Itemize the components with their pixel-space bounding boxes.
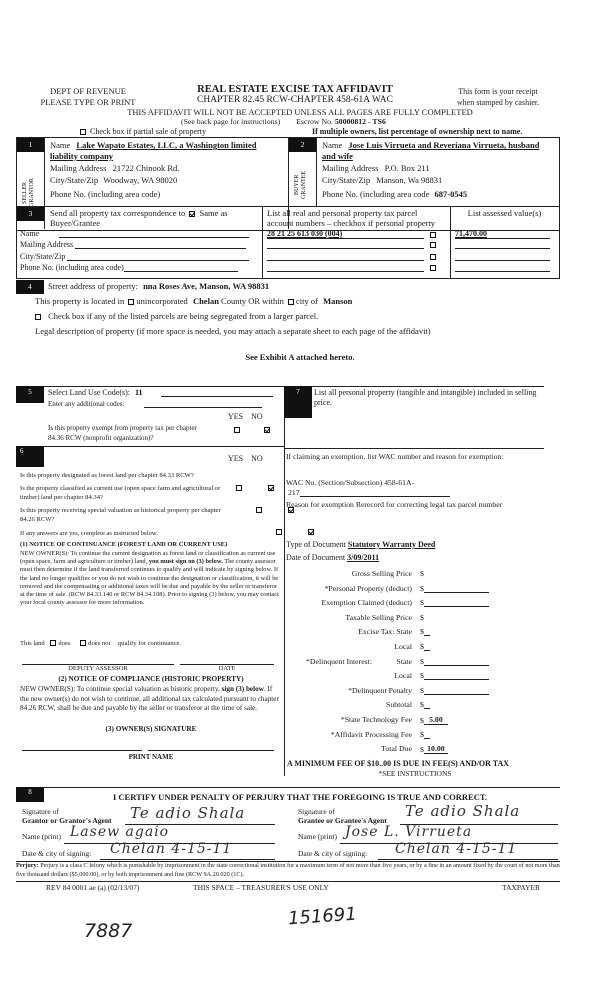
currency-symbol: $ <box>420 569 424 578</box>
forest-question: Is this property designated as forest land per chapter 84.33 RCW? <box>20 472 194 479</box>
owner-signature-line-2[interactable] <box>148 750 274 751</box>
section-7-top-border <box>284 386 544 387</box>
receipt-line1: This form is your receipt <box>458 87 538 96</box>
personal-property-checkbox[interactable] <box>430 265 436 271</box>
escrow-number: 50000812 - TS6 <box>334 117 386 126</box>
grantor-sig-label-1: Signature of <box>22 807 59 816</box>
doc-type-row <box>286 540 435 549</box>
currency-symbol: $ <box>420 598 424 608</box>
buyer-name-value-cont[interactable]: and wife <box>322 151 353 161</box>
fee-value <box>420 569 424 578</box>
seller-name-value[interactable]: Lake Wapato Estates, LLC, a Washington limited <box>76 140 257 150</box>
question-yes-checkbox[interactable] <box>256 507 262 513</box>
parcel-number-field[interactable]: 28 21 25 613 030 (004) <box>267 229 424 239</box>
fee-label: *State Technology Fee <box>340 715 412 724</box>
section-6-badge: 6 <box>16 446 44 467</box>
mail-city-label: City/State/Zip <box>20 252 66 261</box>
deputy-assessor-label: DEPUTY ASSESSOR <box>68 665 128 672</box>
additional-codes-row <box>48 400 262 408</box>
escrow-row <box>181 117 386 126</box>
compliance-body-bold: sign (3) below <box>221 685 264 693</box>
header-title-block <box>170 84 420 106</box>
mail-address-row <box>20 240 246 249</box>
reason-label: Reason for exemption <box>286 500 354 509</box>
grantee-name-label: Name (print) <box>298 832 337 841</box>
street-address-row <box>48 281 269 291</box>
please-type-label: PLEASE TYPE OR PRINT <box>40 97 136 107</box>
fee-prefix-label: *Delinquent Interest: <box>306 656 373 666</box>
fee-value <box>420 744 448 754</box>
parcel-header-line2: account numbers – checkbox if personal property <box>267 218 436 228</box>
seller-grantor-label: SELLER GRANTOR <box>22 178 35 208</box>
section-2-side-divider <box>316 138 317 206</box>
parcel-row <box>267 252 438 261</box>
parcel-header-line1: List all real and personal property tax parcel <box>267 208 418 218</box>
notice-body-bold: you must sign on (3) below. <box>148 558 223 566</box>
question-no-checkbox[interactable] <box>308 529 314 535</box>
escrow-label: Escrow No. <box>296 117 333 126</box>
segregated-label: Check box if any of the listed parcels are being segregated from a larger parcel. <box>48 311 319 321</box>
mail-city-field[interactable] <box>67 260 249 261</box>
grantee-sig-label-2: Grantee or Grantee's Agent <box>298 816 387 825</box>
street-address-value[interactable]: nna Roses Ave, Manson, WA 98831 <box>143 281 270 291</box>
fee-value <box>420 657 489 666</box>
fee-amount-field[interactable]: 10.00 <box>424 744 448 754</box>
assessed-value-field[interactable] <box>455 271 550 272</box>
section-3-divider-a <box>262 206 263 278</box>
buyer-name-value[interactable]: Jose Luis Virrueta and Reveriana Virrueta, husband <box>348 140 540 150</box>
currency-symbol: $ <box>420 685 424 695</box>
assessed-value-row <box>455 252 550 261</box>
buyer-city-label: City/State/Zip <box>322 175 371 185</box>
buyer-grantee-text: Buyer/Grantee <box>50 218 101 228</box>
wac-field-line[interactable] <box>300 496 450 497</box>
grantor-printed-name[interactable]: Lasew agaio <box>70 824 170 840</box>
seller-city-value[interactable]: Woodway, WA 98020 <box>103 175 178 185</box>
assessed-value-row <box>455 263 550 272</box>
personal-property-label: List all personal property (tangible and intangible) included in selling price. <box>314 388 537 407</box>
fee-amount-field[interactable] <box>424 665 489 666</box>
footer-top-border <box>16 881 560 882</box>
currency-symbol: $ <box>420 729 424 739</box>
county-value[interactable]: Chelan <box>192 296 219 306</box>
currency-symbol: $ <box>420 627 424 637</box>
print-name-label: PRINT NAME <box>128 753 174 761</box>
receipt-note <box>438 86 558 108</box>
perjury-text: Perjury is a class C felony which is punishable by imprisonment in the state correctional institution for a maximum term of not more than five years, or by a fine in an amount fixed by the court of not more than five thousand dollars ($5,000.00), or by both imprisonment and fine (RCW 9A.20.020 (1C). <box>16 862 560 878</box>
exempt-yes-checkbox[interactable] <box>234 427 240 433</box>
this-land-label: This land <box>20 640 45 647</box>
fee-value <box>420 671 489 680</box>
fee-label: Subtotal <box>386 700 412 710</box>
grantee-date-label: Date & city of signing: <box>298 849 368 858</box>
segregated-checkbox[interactable] <box>35 314 41 320</box>
legal-description-label: Legal description of property (if more space is needed, you may attach a separate sheet to each page of the affidavit) <box>35 326 431 336</box>
fee-label: Exemption Claimed (deduct) <box>321 598 412 608</box>
no-header: NO <box>251 412 263 421</box>
seller-city-label: City/State/Zip <box>50 175 99 185</box>
does-not-qualify-checkbox[interactable] <box>80 640 86 646</box>
buyer-city-value[interactable]: Manson, Wa 98831 <box>376 175 443 185</box>
seller-name-label: Name <box>50 140 71 150</box>
wac-label: WAC No. (Section/Subsection) 458-61A- <box>286 478 415 487</box>
section-3-divider-b <box>450 206 451 278</box>
additional-codes-field[interactable] <box>144 407 262 408</box>
mail-phone-label: Phone No. (including area code) <box>20 263 124 272</box>
sec6-yes-no-header <box>228 454 263 463</box>
fee-amount-field[interactable] <box>424 679 489 680</box>
seller-mailing-value[interactable]: 21722 Chinook Rd. <box>112 163 180 173</box>
city-checkbox[interactable] <box>288 299 294 305</box>
same-as-label: Same as <box>199 208 228 218</box>
fee-value <box>420 730 430 739</box>
grantee-sig-label-1: Signature of <box>298 807 335 816</box>
notice-body-a: NEW OWNER(S): To continue the current designation as forest land or classification as current use (open space, farm and agriculture or timber) land, <box>20 550 276 566</box>
parcel-row <box>267 263 438 272</box>
handwritten-number-1: 7887 <box>84 920 133 942</box>
buyer-mailing-row <box>322 163 430 173</box>
fee-amount-field[interactable] <box>424 738 430 739</box>
mail-name-field[interactable] <box>59 237 249 238</box>
fee-amount-field[interactable] <box>424 694 489 695</box>
fee-label: *Personal Property (deduct) <box>324 583 412 593</box>
fee-value <box>420 627 430 636</box>
segregated-row <box>33 311 318 321</box>
mail-address-field[interactable] <box>75 248 246 249</box>
assessed-header: List assessed value(s) <box>467 208 542 218</box>
fee-value <box>420 686 489 695</box>
form-revision: REV 84 0001 ae (a) (02/13/07) <box>46 883 140 892</box>
mail-phone-field[interactable] <box>124 271 238 272</box>
fee-label: Total Due <box>381 744 412 754</box>
grantor-signature[interactable]: Te adio Shala <box>130 804 246 822</box>
exemption-intro: If claiming an exemption, list WAC number and reason for exemption: <box>286 452 504 461</box>
parcel-header <box>267 208 450 228</box>
buyer-city-row <box>322 175 442 185</box>
grantor-sig-label-2: Grantor or Grantor's Agent <box>22 816 112 825</box>
currency-symbol: $ <box>420 671 424 681</box>
fee-amount-field[interactable] <box>424 708 430 709</box>
fee-label: Local <box>394 671 412 681</box>
section-7-badge: 7 <box>284 386 312 418</box>
multiple-owners-note: If multiple owners, list percentage of ownership next to name. <box>312 127 523 136</box>
wac-value-row <box>288 488 450 497</box>
reason-row <box>286 500 502 509</box>
grantee-date-city[interactable]: Chelan 4-15-11 <box>395 841 518 857</box>
grantor-signature-label <box>22 807 112 825</box>
taxpayer-copy-label: TAXPAYER <box>502 883 541 892</box>
forest-question: Is this property receiving special valuation as historical property per chapter 84.26 RCW? <box>20 507 221 523</box>
fee-label: *Delinquent Penalty <box>348 685 412 695</box>
partial-sale-checkbox[interactable] <box>80 129 86 135</box>
does-not-label: does not <box>88 640 111 647</box>
see-back-note: (See back page for instructions) <box>181 117 281 126</box>
fee-value <box>420 584 489 593</box>
section-6-top-border <box>16 446 284 447</box>
mail-name-row <box>20 229 249 238</box>
doc-date-row <box>286 553 379 562</box>
fee-value <box>420 715 448 725</box>
form-chapter: CHAPTER 82.45 RCW-CHAPTER 458-61A WAC <box>197 95 393 105</box>
doc-type-value[interactable]: Statutory Warranty Deed <box>347 540 436 549</box>
fee-value <box>420 700 430 709</box>
fee-amount-field[interactable] <box>424 592 489 593</box>
fee-amount-field[interactable] <box>424 606 489 607</box>
doc-date-label: Date of Document <box>286 553 346 562</box>
forest-question: Is the property classified as current use (open space farm and agricultural or timber) land per chapter 84.34? <box>20 485 221 501</box>
section-8-badge: 8 <box>16 787 44 802</box>
fee-label: State <box>396 656 412 666</box>
treasurer-use-label: THIS SPACE – TREASURER'S USE ONLY <box>193 883 329 892</box>
does-label: does <box>58 640 71 647</box>
parcel-number-field[interactable] <box>267 260 424 261</box>
perjury-notice <box>16 862 564 879</box>
location-row <box>35 296 352 306</box>
header-dept <box>38 86 138 108</box>
owner-signature-line[interactable] <box>22 750 142 751</box>
city-value[interactable]: Manson <box>323 296 353 306</box>
grantor-date-city[interactable]: Chelan 4-15-11 <box>110 841 233 857</box>
unincorporated-checkbox[interactable] <box>128 299 134 305</box>
fee-value <box>420 642 430 651</box>
buyer-name-label: Name <box>322 140 343 150</box>
form-title: REAL ESTATE EXCISE TAX AFFIDAVIT <box>197 84 393 95</box>
land-use-field[interactable] <box>161 396 273 397</box>
question-yes-checkbox[interactable] <box>276 529 282 535</box>
personal-property-checkbox[interactable] <box>430 232 436 238</box>
compliance-body-b: . If the new owner(s) do not wish to continue, all additional tax calculated pursuant to chapter 84.26 RCW, shall be due and payable by the seller or transferor at the time of sale. <box>20 685 279 712</box>
buyer-mailing-value[interactable]: P.O. Box 211 <box>384 163 430 173</box>
seller-name-row <box>50 140 257 150</box>
send-correspondence <box>50 208 260 228</box>
receipt-line2: when stamped by cashier. <box>456 98 540 107</box>
grantor-date-line <box>100 859 275 860</box>
seller-name-value-cont[interactable]: liability company <box>50 151 114 161</box>
legal-description-value[interactable]: See Exhibit A attached hereto. <box>245 352 355 362</box>
assessed-value-row <box>455 240 550 249</box>
street-address-label: Street address of property: <box>48 281 138 291</box>
personal-property-checkbox[interactable] <box>430 254 436 260</box>
grantor-date-label: Date & city of signing: <box>22 849 92 858</box>
seller-mailing-label: Mailing Address <box>50 163 107 173</box>
exempt-question-line2: 84.36 RCW (nonprofit organization)? <box>48 434 154 442</box>
county-or-within-label: County OR within <box>221 296 284 306</box>
partial-sale-label: Check box if partial sale of property <box>90 127 206 136</box>
exempt-question-line1: Is this property exempt from property tax per chapter <box>48 424 197 432</box>
owner-signature-title: (3) OWNER(S) SIGNATURE <box>105 725 197 733</box>
land-use-value[interactable]: 11 <box>134 388 143 397</box>
minimum-fee-note: A MINIMUM FEE OF $10..00 IS DUE IN FEE(S) AND/OR TAX <box>287 759 510 768</box>
located-in-label: This property is located in <box>35 296 125 306</box>
section-1-badge: 1 <box>17 138 44 152</box>
doc-date-value[interactable]: 3/09/2011 <box>347 553 380 562</box>
buyer-phone-row <box>322 189 467 199</box>
dept-label: DEPT OF REVENUE <box>50 86 126 96</box>
currency-symbol: $ <box>420 642 424 651</box>
currency-symbol: $ <box>420 583 424 593</box>
continuance-row <box>20 640 181 647</box>
doc-type-label: Type of Document <box>286 540 346 549</box>
land-use-row <box>48 388 273 397</box>
buyer-mailing-label: Mailing Address <box>322 163 379 173</box>
same-as-buyer-checkbox[interactable] <box>189 211 195 217</box>
assessor-date-label: DATE <box>218 665 236 672</box>
fee-label: *Affidavit Processing Fee <box>330 729 412 739</box>
buyer-grantee-label: BUYER GRANTEE <box>294 171 307 199</box>
mail-name-label: Name <box>20 229 40 238</box>
section-5-badge: 5 <box>16 386 44 403</box>
notice-continuance-title: (1) NOTICE OF CONTINUANCE (FOREST LAND OR CURRENT USE) <box>20 541 228 548</box>
qualify-label: qualify for continuance. <box>117 640 182 647</box>
assessed-value-field[interactable] <box>455 248 550 249</box>
parcel-row <box>267 240 438 249</box>
currency-symbol: $ <box>420 745 424 755</box>
currency-symbol: $ <box>420 612 424 622</box>
section-2-badge: 2 <box>289 138 316 152</box>
reason-value[interactable]: Rerecord for correcting legal tax parcel number <box>355 500 503 509</box>
yes-header: YES <box>228 412 244 421</box>
buyer-phone-label: Phone No. (including area code <box>322 189 430 199</box>
seller-phone-label: Phone No. (including area code) <box>50 189 161 199</box>
completion-warning: THIS AFFIDAVIT WILL NOT BE ACCEPTED UNLESS ALL PAGES ARE FULLY COMPLETED <box>127 107 473 117</box>
fee-label: Excise Tax: State <box>358 627 412 637</box>
notice-body-b: The county assessor must then determine if the land transferred continues to qualify and will indicate by signing below. If the land no longer qualifies or you do not wish to continue the designation or classification, it will be removed and the compensating or additional taxes will be due and payable by the seller or transferor at the time of sale. (RCW 84.33.140 or RCW 84.34.108). Prior to signing (3) below, you may contact your local county assessor for more information. <box>20 558 279 607</box>
fee-value <box>420 613 424 622</box>
handwritten-number-2: 151691 <box>287 903 358 930</box>
currency-symbol: $ <box>420 700 424 710</box>
unincorporated-label: unincorporated <box>136 296 188 306</box>
exemption-top-border <box>284 448 544 449</box>
fee-amount-field[interactable] <box>424 650 430 651</box>
grantee-date-line <box>378 859 558 860</box>
fee-label: Local <box>394 642 412 651</box>
does-qualify-checkbox[interactable] <box>50 640 56 646</box>
buyer-phone-value[interactable]: 687-0545 <box>434 189 468 199</box>
notice-compliance-body <box>20 685 282 714</box>
question-no-checkbox[interactable] <box>268 485 274 491</box>
parcel-number-field[interactable] <box>267 248 424 249</box>
certify-statement: I CERTIFY UNDER PENALTY OF PERJURY THAT THE FOREGOING IS TRUE AND CORRECT. <box>112 792 487 802</box>
parcel-number-field[interactable] <box>267 271 424 272</box>
assessed-value-row <box>455 229 550 239</box>
mail-phone-row <box>20 263 238 272</box>
mail-address-label: Mailing Address <box>20 240 74 249</box>
personal-property-checkbox[interactable] <box>430 242 436 248</box>
seller-mailing-row <box>50 163 179 173</box>
fee-value <box>420 598 489 607</box>
if-yes-note: If any answers are yes, complete as instructed below. <box>20 530 158 537</box>
currency-symbol: $ <box>420 716 424 725</box>
seller-city-row <box>50 175 177 185</box>
section-3-badge: 3 <box>17 207 44 221</box>
wac-value[interactable]: 217 <box>288 488 300 497</box>
city-of-label: city of <box>295 296 318 306</box>
assessed-value-field[interactable] <box>455 260 550 261</box>
assessed-value-field[interactable]: 71,470.00 <box>455 229 550 239</box>
fee-label: Gross Selling Price <box>351 569 412 578</box>
grantor-name-label: Name (print) <box>22 832 61 841</box>
see-instructions-note: *SEE INSTRUCTIONS <box>378 769 452 778</box>
grantee-printed-name[interactable]: Jose L. Virrueta <box>345 824 473 840</box>
partial-sale-row <box>78 127 206 136</box>
compliance-body-a: NEW OWNER(S): To continue special valuation as historic property, <box>20 685 220 693</box>
section-4-badge: 4 <box>16 280 44 294</box>
sec5-yes-no-header <box>228 412 263 421</box>
parcel-row <box>267 229 438 239</box>
yes-header: YES <box>228 454 244 463</box>
fee-amount-field[interactable] <box>424 635 430 636</box>
no-header: NO <box>251 454 263 463</box>
exempt-question <box>48 423 238 443</box>
question-yes-checkbox[interactable] <box>236 485 242 491</box>
grantee-signature-label <box>298 807 387 825</box>
buyer-name-row <box>322 140 539 150</box>
mail-city-row <box>20 252 249 261</box>
notice-continuance-body <box>20 550 282 607</box>
currency-symbol: $ <box>420 656 424 666</box>
notice-compliance-title: (2) NOTICE OF COMPLIANCE (HISTORIC PROPERTY) <box>58 675 244 683</box>
grantee-signature[interactable]: Te adio Shala <box>405 802 521 820</box>
perjury-bold: Perjury: <box>16 862 39 869</box>
section-8-top-border <box>16 787 560 788</box>
center-divider <box>284 386 285 776</box>
fee-label: Taxable Selling Price <box>345 612 412 622</box>
send-correspondence-label: Send all property tax correspondence to <box>50 208 186 218</box>
land-use-label: Select Land Use Code(s): <box>48 388 130 397</box>
exempt-no-checkbox[interactable] <box>264 427 270 433</box>
fee-amount-field[interactable]: 5.00 <box>424 715 448 725</box>
section-5-top-border <box>16 386 284 387</box>
additional-codes-label: Enter any additional codes: <box>48 400 125 408</box>
